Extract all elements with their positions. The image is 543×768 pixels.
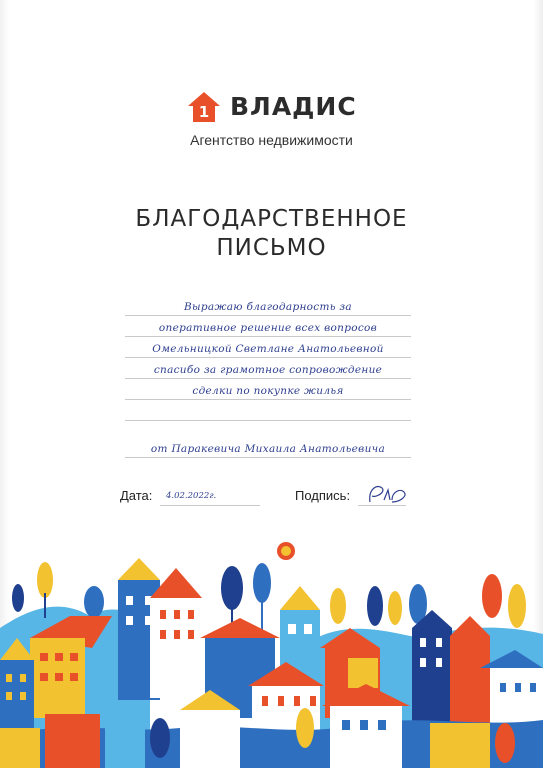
ruled-line bbox=[125, 399, 411, 400]
handwritten-body-line: Выражаю благодарность за bbox=[184, 301, 352, 313]
handwritten-body-line: Омельницкой Светлане Анатольевной bbox=[152, 343, 384, 355]
handwritten-body-line: оперативное решение всех вопросов bbox=[158, 322, 378, 334]
date-label: Дата: bbox=[120, 488, 153, 503]
date-value: 4.02.2022г. bbox=[166, 491, 217, 501]
title-line-1: БЛАГОДАРСТВЕННОЕ bbox=[135, 206, 408, 232]
brand-name: ВЛАДИС bbox=[230, 92, 357, 121]
logo-digit: 1 bbox=[198, 103, 210, 121]
handwritten-from-line: от Паракевича Михаила Анатольевича bbox=[150, 443, 386, 455]
house-logo-icon bbox=[186, 90, 222, 124]
ruled-line bbox=[125, 357, 411, 358]
date-underline bbox=[160, 505, 260, 506]
ruled-line bbox=[125, 315, 411, 316]
ruled-line bbox=[125, 336, 411, 337]
brand-logo bbox=[186, 90, 357, 124]
signature-label: Подпись: bbox=[295, 488, 351, 503]
signature-underline bbox=[358, 505, 406, 506]
handwritten-body-line: сделки по покупке жилья bbox=[192, 385, 344, 397]
agency-subtitle: Агентство недвижимости bbox=[190, 132, 353, 148]
ruled-line bbox=[125, 457, 411, 458]
ruled-line bbox=[125, 420, 411, 421]
title-line-2: ПИСЬМО bbox=[216, 235, 327, 261]
signature-mark bbox=[362, 480, 410, 508]
ruled-line bbox=[125, 378, 411, 379]
letter-title bbox=[0, 205, 543, 263]
city-illustration bbox=[0, 538, 543, 768]
handwritten-body-line: спасибо за грамотное сопровождение bbox=[153, 364, 383, 376]
